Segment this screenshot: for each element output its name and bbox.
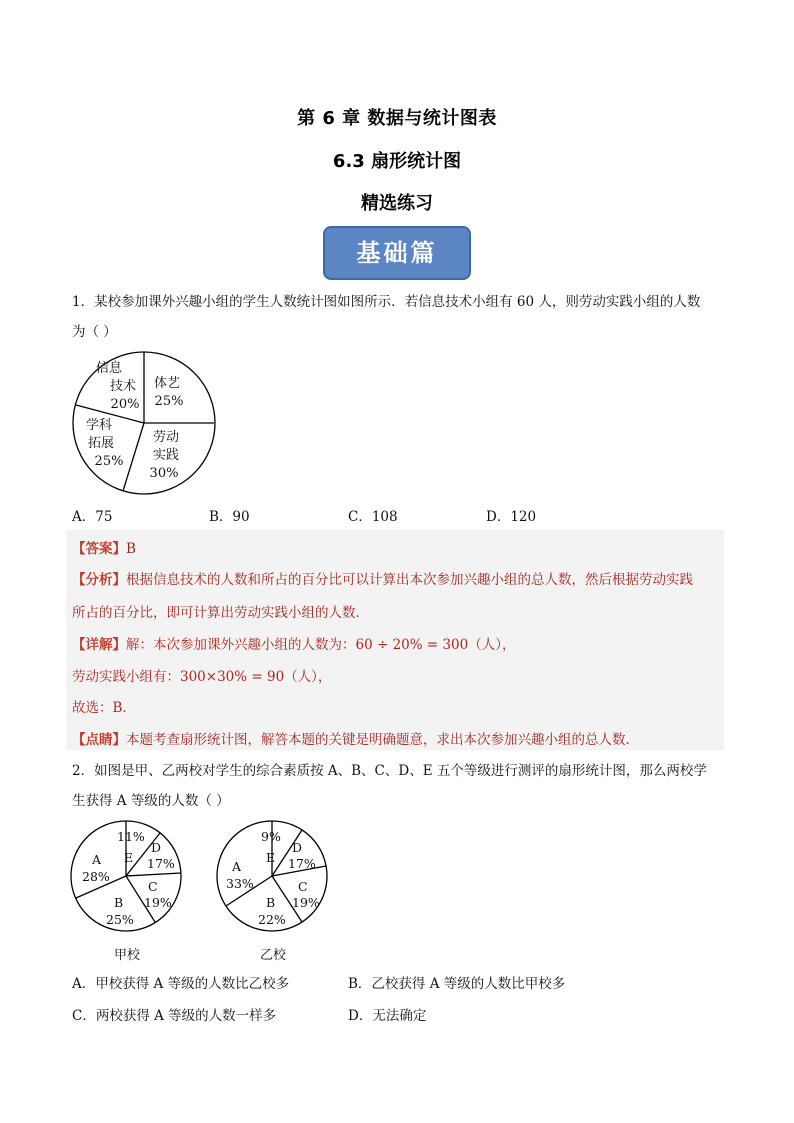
q2s1-label-e-pct-text: 11% [117, 829, 145, 844]
detail-line1 [72, 633, 722, 653]
detail-formula2: 300×30% = 90（人）， [180, 669, 332, 685]
q2s1-label-a: A [92, 852, 102, 867]
q1-label-art-1: 体艺 [153, 376, 181, 391]
q1-label-sub-2: 拓展 [87, 436, 115, 451]
q1-divider-lower [123, 423, 144, 491]
q2-option-a[interactable]: A．甲校获得 A 等级的人数比乙校多 [72, 976, 290, 992]
q1-option-b[interactable]: B．90 [209, 509, 250, 525]
q2-stem-line1: 2．如图是甲、乙两校对学生的综合素质按 A、B、C、D、E 五个等级进行测评的扇形统计图，那么两校学 [72, 763, 707, 779]
q1-label-sub-3: 25% [94, 454, 124, 469]
q1-stem-line1: 1．某校参加课外兴趣小组的学生人数统计图如图所示．若信息技术小组有 60 人，则劳动实践小组的人数 [72, 294, 701, 310]
q1-label-info-2: 技术 [109, 379, 137, 394]
section-title: 6.3 扇形统计图 [332, 151, 462, 172]
tip-line [72, 728, 722, 748]
tip-tag: 【点睛】 [72, 732, 126, 748]
q1-label-labor-2: 实践 [152, 448, 180, 463]
q1-label-sub-1: 学科 [85, 418, 113, 433]
analysis-line2: 所占的百分比，即可计算出劳动实践小组的人数． [72, 605, 369, 621]
q1-label-labor-3: 30% [149, 466, 179, 481]
q2-pie-chart-school2 [214, 818, 334, 938]
analysis-text1: 根据信息技术的人数和所占的百分比可以计算出本次参加兴趣小组的总人数，然后根据劳动实践 [126, 572, 693, 588]
q2s2-label-c-pct: 19% [292, 895, 320, 910]
q1-option-c[interactable]: C．108 [348, 509, 398, 525]
q2s1-label-b-pct: 25% [106, 912, 134, 927]
detail-formula1: 60 ÷ 20% = 300（人）， [355, 637, 516, 653]
q2-pie-chart-school1 [68, 818, 188, 938]
answer-tag: 【答案】 [72, 541, 126, 557]
q2-option-c[interactable]: C．两校获得 A 等级的人数一样多 [72, 1008, 277, 1024]
q1-stem-line2: 为（ ） [72, 324, 117, 340]
q1-label-labor-1: 劳动 [152, 430, 180, 445]
practice-subtitle: 精选练习 [361, 193, 433, 214]
analysis-tag: 【分析】 [72, 572, 126, 588]
q1-option-d[interactable]: D．120 [486, 509, 537, 525]
chapter-title: 第 6 章 数据与统计图表 [297, 108, 497, 129]
q2s2-label-e: E [266, 850, 276, 865]
q2s1-label-c-pct: 19% [144, 895, 172, 910]
q2s2-label-e-pct: 9% [261, 829, 281, 844]
q1-option-a[interactable]: A．75 [72, 509, 113, 525]
q2s1-divider-dc [126, 873, 181, 876]
q2s2-label-b: B [266, 895, 276, 910]
analysis-line1 [72, 568, 722, 588]
detail-line3: 故选：B． [72, 700, 136, 716]
basic-level-badge: 基础篇 [323, 226, 471, 280]
detail-text1a: 解：本次参加课外兴趣小组的人数为： [126, 637, 356, 653]
answer-line [72, 537, 722, 557]
q2-school2-caption: 乙校 [260, 948, 287, 963]
q2s2-label-d-pct: 17% [288, 856, 316, 871]
q2s2-label-b-pct: 22% [258, 912, 286, 927]
tip-text: 本题考查扇形统计图，解答本题的关键是明确题意，求出本次参加兴趣小组的总人数． [126, 732, 639, 748]
q2s2-label-d: D [292, 840, 303, 855]
q1-label-info-1: 信息 [95, 361, 123, 376]
detail-tag: 【详解】 [72, 637, 126, 653]
q2s2-label-c: C [298, 879, 308, 894]
q1-pie-chart [66, 345, 226, 505]
q2s1-label-d: D [151, 840, 162, 855]
q2-option-d[interactable]: D．无法确定 [348, 1008, 427, 1024]
detail-text2a: 劳动实践小组有： [72, 669, 180, 685]
q2-stem-line2: 生获得 A 等级的人数（ ） [72, 793, 230, 809]
q2s2-label-a-pct: 33% [226, 876, 254, 891]
q2-option-b[interactable]: B．乙校获得 A 等级的人数比甲校多 [348, 976, 566, 992]
q2s1-label-a-pct: 28% [82, 869, 110, 884]
q2s1-label-c: C [148, 879, 158, 894]
q2-school1-caption: 甲校 [114, 948, 141, 963]
q2s1-label-d-pct: 17% [147, 856, 175, 871]
q2s2-label-a: A [232, 859, 242, 874]
q2s1-label-e: E [124, 850, 134, 865]
q1-label-info-3: 20% [110, 397, 140, 412]
q2s1-label-b: B [114, 895, 124, 910]
q1-label-art-2: 25% [154, 394, 184, 409]
answer-value: B [126, 541, 136, 557]
detail-line2 [72, 665, 722, 685]
